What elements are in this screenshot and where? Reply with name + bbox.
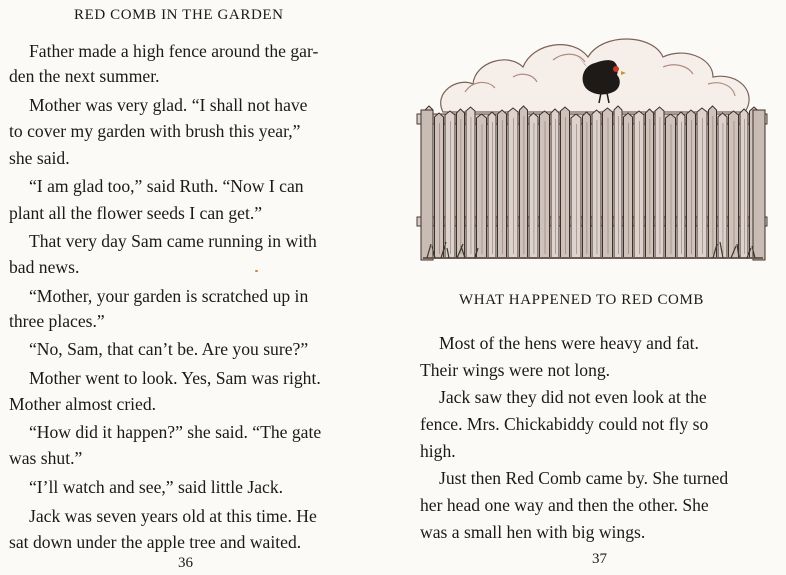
text-line: to cover my garden with brush this year,”	[9, 121, 301, 141]
hen-on-fence-illustration	[413, 22, 773, 272]
fence-picket	[583, 112, 591, 258]
fence-picket	[614, 106, 622, 258]
fence-picket	[646, 109, 654, 258]
fence-picket	[677, 112, 685, 258]
text-line: fence. Mrs. Chickabiddy could not fly so	[420, 414, 709, 434]
text-line: she said.	[9, 148, 70, 168]
fence-picket	[624, 113, 633, 258]
right-page	[393, 0, 786, 575]
text-line: her head one way and then the other. She	[420, 495, 709, 515]
fence-picket	[571, 114, 581, 258]
text-line: Mother almost cried.	[9, 394, 157, 414]
fence-post	[421, 110, 433, 260]
text-line: Jack saw they did not even look at the	[439, 387, 707, 407]
fence-picket	[457, 109, 465, 258]
text-line: “No, Sam, that can’t be. Are you sure?”	[29, 339, 309, 359]
fence-picket	[718, 113, 727, 258]
text-line: Mother was very glad. “I shall not have	[29, 95, 308, 115]
text-line: That very day Sam came running in with	[29, 231, 317, 251]
text-line: Mother went to look. Yes, Sam was right.	[29, 368, 321, 388]
fence-picket	[540, 111, 550, 258]
fence-picket	[666, 114, 676, 258]
fence-picket	[477, 114, 487, 258]
chapter-heading: WHAT HAPPENED TO RED COMB	[459, 292, 705, 308]
fence-picket	[498, 110, 507, 258]
fence-picket	[655, 107, 664, 258]
fence-picket	[508, 108, 518, 258]
fence-picket	[466, 107, 475, 258]
fence-picket	[740, 109, 748, 258]
text-line: Father made a high fence around the gar-	[29, 41, 319, 61]
page-number: 36	[178, 555, 193, 571]
fence-picket	[697, 108, 707, 258]
text-line: “I’ll watch and see,” said little Jack.	[29, 477, 284, 497]
text-line: plant all the flower seeds I can get.”	[9, 203, 263, 223]
text-line: was a small hen with big wings.	[420, 522, 646, 542]
fence-picket	[529, 113, 538, 258]
fence-picket	[561, 107, 570, 258]
fence-picket	[687, 110, 696, 258]
text-line: three places.”	[9, 311, 105, 331]
text-line: high.	[420, 441, 456, 461]
chapter-heading: RED COMB IN THE GARDEN	[74, 7, 284, 23]
fence-picket	[729, 111, 739, 258]
text-line: Just then Red Comb came by. She turned	[439, 468, 729, 488]
fence-picket	[603, 108, 613, 258]
fence-picket	[551, 109, 559, 258]
text-line: bad news.	[9, 257, 80, 277]
text-line: Most of the hens were heavy and fat.	[439, 333, 699, 353]
fence-post	[753, 110, 765, 260]
text-line: sat down under the apple tree and waited.	[9, 532, 302, 552]
text-line: Jack was seven years old at this time. He	[29, 506, 317, 526]
fence-picket	[709, 106, 717, 258]
text-line: Their wings were not long.	[420, 360, 611, 380]
page-number: 37	[592, 551, 607, 567]
text-line: den the next summer.	[9, 66, 160, 86]
fence-picket	[592, 110, 601, 258]
text-line: was shut.”	[9, 448, 83, 468]
text-line: “How did it happen?” she said. “The gate	[29, 422, 322, 442]
paper-speck	[255, 270, 258, 272]
text-line: “Mother, your garden is scratched up in	[29, 286, 309, 306]
fence-picket	[445, 111, 455, 258]
fence-picket	[520, 106, 528, 258]
fence-picket	[488, 112, 496, 258]
fence-pickets	[421, 106, 765, 260]
fence-picket	[435, 113, 444, 258]
text-line: “I am glad too,” said Ruth. “Now I can	[29, 176, 304, 196]
fence-picket	[634, 111, 644, 258]
